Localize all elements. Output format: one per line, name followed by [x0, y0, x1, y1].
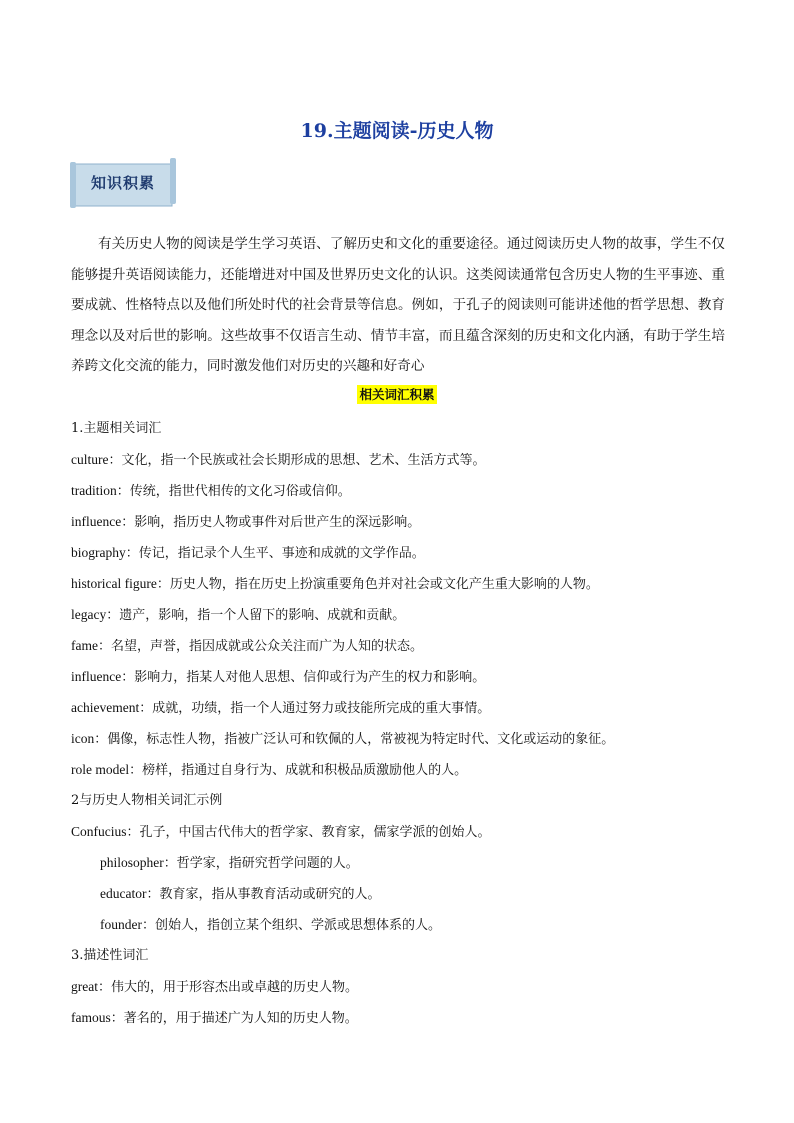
vocab-term: philosopher: [100, 855, 164, 870]
vocab-line: [71, 475, 731, 506]
vocab-term: role model: [71, 762, 130, 777]
vocab-text: ：影响，指历史人物或事件对后世产生的深远影响。: [121, 515, 421, 530]
vocab-text: ：哲学家，指研究哲学问题的人。: [163, 856, 359, 871]
vocab-term: biography: [71, 545, 126, 560]
vocab-term: achievement: [71, 700, 140, 715]
vocab-term: culture: [71, 452, 109, 467]
vocab-text: ：著名的，用于描述广为人知的历史人物。: [110, 1011, 358, 1026]
vocab-text: 2与历史人物相关词汇示例: [71, 793, 223, 808]
vocab-line: [71, 878, 731, 909]
vocab-text: ：传统，指世代相传的文化习俗或信仰。: [116, 484, 351, 499]
page-title: 19.主题阅读-历史人物: [300, 120, 494, 142]
vocab-line: [71, 909, 731, 940]
vocab-text: ：伟大的，用于形容杰出或卓越的历史人物。: [97, 980, 358, 995]
vocab-line: [71, 847, 731, 878]
vocab-term: influence: [71, 669, 122, 684]
intro-paragraph: 有关历史人物的阅读是学生学习英语、了解历史和文化的重要途径。通过阅读历史人物的故事，学生不仅能够提升英语阅读能力，还能增进对中国及世界历史文化的认识。这类阅读通常包含历史人物的生平事迹、重要成就、性格特点以及他们所处时代的社会背景等信息。例如，于孔子的阅读则可能讲述他的哲学思想、教育理念以及对后世的影响。这些故事不仅语言生动、情节丰富，而且蕴含深刻的历史和文化内涵，有助于学生培养跨文化交流的能力，同时激发他们对历史的兴趣和好奇心: [71, 236, 725, 375]
vocab-line: [71, 971, 731, 1002]
vocab-heading: 相关词汇积累: [359, 387, 435, 402]
vocab-term: great: [71, 979, 98, 994]
vocab-text: ：传记，指记录个人生平、事迹和成就的文学作品。: [125, 546, 425, 561]
vocab-term: educator: [100, 886, 147, 901]
vocab-term: tradition: [71, 483, 117, 498]
vocab-line: [71, 413, 731, 444]
vocab-line: [71, 940, 731, 971]
vocab-text: ：名望，声誉，指因成就或公众关注而广为人知的状态。: [97, 639, 423, 654]
vocab-term: historical figure: [71, 576, 157, 591]
vocab-list: [71, 413, 731, 1033]
vocab-text: ：历史人物，指在历史上扮演重要角色并对社会或文化产生重大影响的人物。: [156, 577, 599, 592]
vocab-term: Confucius: [71, 824, 127, 839]
vocab-line: [71, 506, 731, 537]
vocab-line: [71, 754, 731, 785]
vocab-line: [71, 785, 731, 816]
vocab-line: [71, 723, 731, 754]
vocab-term: fame: [71, 638, 98, 653]
vocab-line: [71, 1002, 731, 1033]
vocab-text: ：成就，功绩，指一个人通过努力或技能所完成的重大事情。: [139, 701, 491, 716]
vocab-line: [71, 537, 731, 568]
section-badge: [70, 158, 176, 210]
vocab-text: ：影响力，指某人对他人思想、信仰或行为产生的权力和影响。: [121, 670, 486, 685]
vocab-text: ：榜样，指通过自身行为、成就和积极品质激励他人的人。: [129, 763, 468, 778]
vocab-line: [71, 661, 731, 692]
vocab-text: ：遗产，影响，指一个人留下的影响、成就和贡献。: [106, 608, 406, 623]
vocab-text: ：教育家，指从事教育活动或研究的人。: [146, 887, 381, 902]
vocab-term: influence: [71, 514, 122, 529]
vocab-line: [71, 692, 731, 723]
vocab-term: famous: [71, 1010, 111, 1025]
vocab-text: ：创始人，指创立某个组织、学派或思想体系的人。: [141, 918, 441, 933]
vocab-line: [71, 630, 731, 661]
vocab-text: ：孔子，中国古代伟大的哲学家、教育家，儒家学派的创始人。: [126, 825, 491, 840]
vocab-term: legacy: [71, 607, 107, 622]
vocab-line: [71, 444, 731, 475]
vocab-line: [71, 599, 731, 630]
vocab-text: ：偶像，标志性人物，指被广泛认可和钦佩的人，常被视为特定时代、文化或运动的象征。: [94, 732, 615, 747]
section-badge-label: 知识积累: [90, 174, 155, 192]
vocab-text: ：文化，指一个民族或社会长期形成的思想、艺术、生活方式等。: [108, 453, 486, 468]
vocab-term: icon: [71, 731, 95, 746]
vocab-text: 1.主题相关词汇: [71, 421, 162, 436]
vocab-line: [71, 816, 731, 847]
vocab-term: founder: [100, 917, 142, 932]
vocab-line: [71, 568, 731, 599]
vocab-text: 3.描述性词汇: [71, 948, 149, 963]
